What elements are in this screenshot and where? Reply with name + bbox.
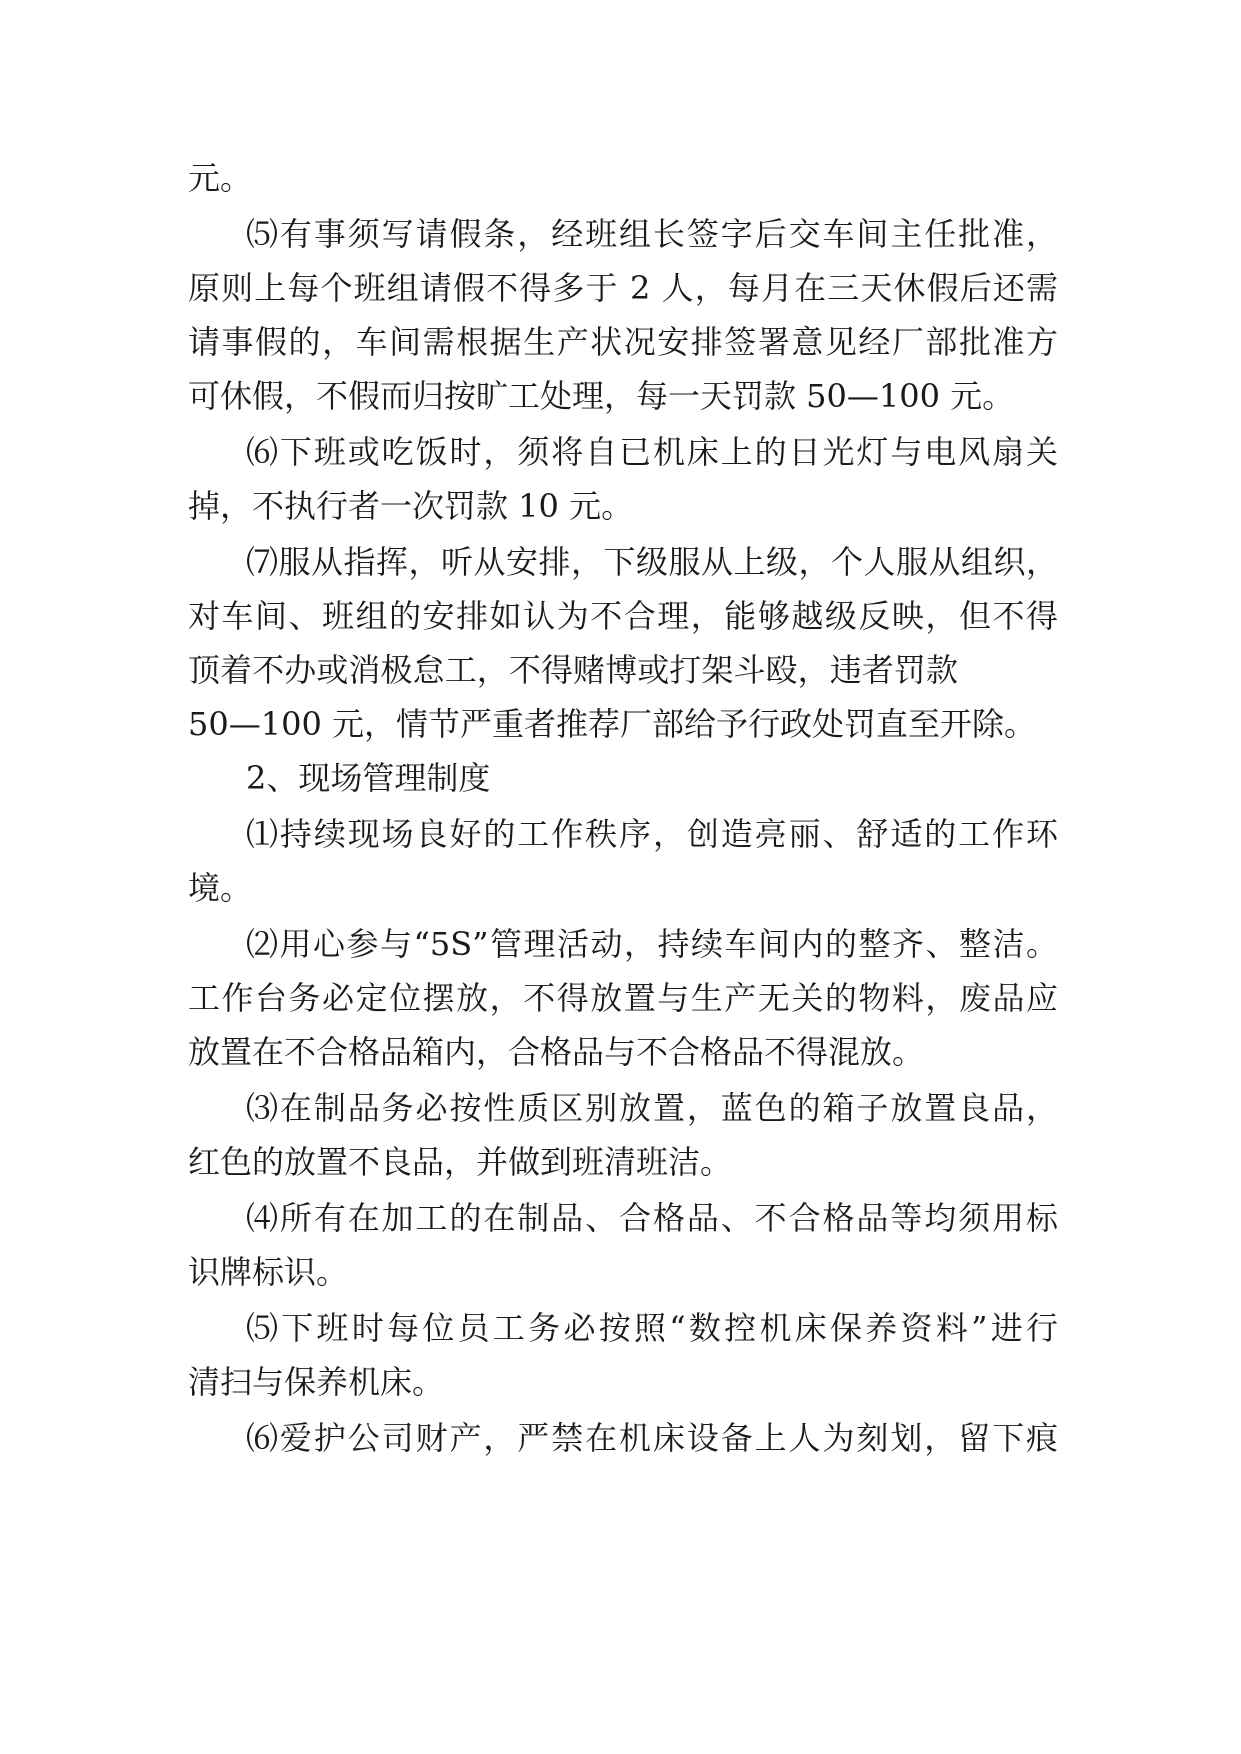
text-line: ⑷所有在加工的在制品、合格品、不合格品等均须用标 (246, 1199, 1058, 1237)
text-line: 请事假的，车间需根据生产状况安排签署意见经厂部批准方 (188, 323, 1058, 361)
text-line: ⑹下班或吃饭时，须将自已机床上的日光灯与电风扇关 (246, 433, 1058, 471)
text-line: 境。 (188, 869, 253, 907)
text-line: 对车间、班组的安排如认为不合理，能够越级反映，但不得 (188, 597, 1058, 635)
text-line: ⑹爱护公司财产，严禁在机床设备上人为刻划，留下痕 (246, 1419, 1058, 1457)
text-line: 顶着不办或消极怠工，不得赌博或打架斗殴，违者罚款 (188, 651, 958, 689)
text-line: ⑴持续现场良好的工作秩序，创造亮丽、舒适的工作环 (246, 815, 1058, 853)
text-line: 50—100 元，情节严重者推荐厂部给予行政处罚直至开除。 (188, 705, 1036, 743)
text-line: ⑸有事须写请假条，经班组长签字后交车间主任批准， (246, 215, 1058, 253)
text-line: ⑵用心参与“5S”管理活动，持续车间内的整齐、整洁。 (246, 925, 1058, 963)
text-line: 可休假，不假而归按旷工处理，每一天罚款 50—100 元。 (188, 377, 1015, 415)
text-line: 工作台务必定位摆放，不得放置与生产无关的物料，废品应 (188, 979, 1058, 1017)
text-line: ⑸下班时每位员工务必按照“数控机床保养资料”进行 (246, 1309, 1058, 1347)
text-line: 清扫与保养机床。 (188, 1363, 445, 1401)
text-line: 元。 (188, 159, 253, 197)
text-line: 识牌标识。 (188, 1253, 349, 1291)
text-line: 原则上每个班组请假不得多于 2 人，每月在三天休假后还需 (188, 269, 1058, 307)
section-heading: 2、现场管理制度 (246, 759, 491, 797)
text-line: 掉，不执行者一次罚款 10 元。 (188, 487, 634, 525)
text-line: 红色的放置不良品，并做到班清班洁。 (188, 1143, 733, 1181)
text-line: ⑶在制品务必按性质区别放置，蓝色的箱子放置良品， (246, 1089, 1058, 1127)
text-line: ⑺服从指挥，听从安排，下级服从上级，个人服从组织， (246, 543, 1058, 581)
text-line: 放置在不合格品箱内，合格品与不合格品不得混放。 (188, 1033, 925, 1071)
